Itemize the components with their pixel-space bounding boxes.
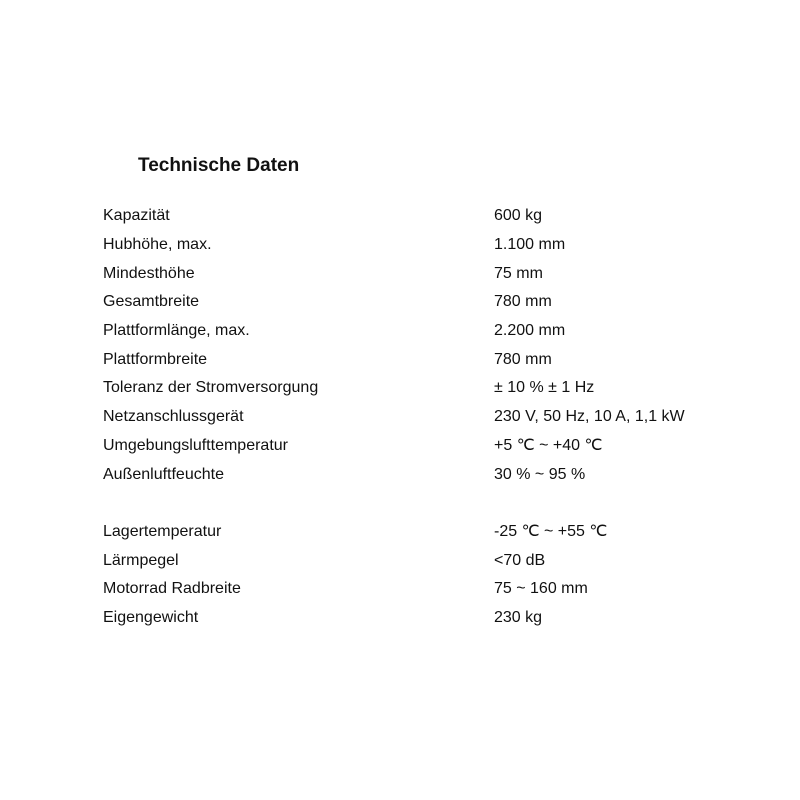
spec-value: 30 % ~ 95 % [494, 465, 586, 483]
spec-value: 780 mm [494, 350, 552, 368]
spec-row-power-tolerance [103, 374, 723, 403]
spec-label: Umgebungslufttemperatur [103, 436, 288, 454]
spec-group-main [103, 202, 723, 489]
spec-row-ambient-temperature [103, 432, 723, 461]
spec-value: 1.100 mm [494, 236, 566, 254]
spec-label: Lagertemperatur [103, 522, 222, 540]
spec-label: Toleranz der Stromversorgung [103, 379, 319, 397]
spec-value: 230 V, 50 Hz, 10 A, 1,1 kW [494, 408, 685, 426]
spec-group-secondary [103, 518, 723, 633]
spec-value: 780 mm [494, 293, 552, 311]
spec-value: +5 ℃ ~ +40 ℃ [494, 436, 603, 454]
spec-label: Gesamtbreite [103, 293, 200, 311]
spec-label: Lärmpegel [103, 551, 179, 569]
spec-row-capacity [103, 202, 723, 231]
spec-value: 600 kg [494, 207, 543, 225]
spec-row-humidity [103, 460, 723, 489]
spec-value: 2.200 mm [494, 322, 566, 340]
spec-row-total-width [103, 288, 723, 317]
spec-label: Netzanschlussgerät [103, 408, 244, 426]
spec-row-power-supply [103, 403, 723, 432]
spec-label: Motorrad Radbreite [103, 580, 241, 598]
spec-label: Eigengewicht [103, 608, 199, 626]
spec-row-noise-level [103, 546, 723, 575]
spec-row-own-weight [103, 604, 723, 633]
spec-label: Plattformlänge, max. [103, 322, 250, 340]
spec-row-platform-width [103, 345, 723, 374]
spec-row-lift-height [103, 231, 723, 260]
spec-label: Hubhöhe, max. [103, 236, 212, 254]
spec-row-platform-length [103, 317, 723, 346]
spec-table [103, 202, 723, 632]
spec-value: ± 10 % ± 1 Hz [494, 379, 595, 397]
spec-label: Mindesthöhe [103, 264, 195, 282]
spec-value: <70 dB [494, 551, 546, 569]
spec-label: Kapazität [103, 207, 170, 225]
page-title: Technische Daten [138, 155, 300, 176]
spec-row-storage-temperature [103, 518, 723, 547]
spec-value: 230 kg [494, 608, 543, 626]
spec-value: 75 ~ 160 mm [494, 580, 588, 598]
spec-row-min-height [103, 259, 723, 288]
spec-value: -25 ℃ ~ +55 ℃ [494, 522, 608, 540]
spec-row-wheel-width [103, 575, 723, 604]
spec-label: Außenluftfeuchte [103, 465, 224, 483]
spec-value: 75 mm [494, 264, 543, 282]
spec-label: Plattformbreite [103, 350, 208, 368]
